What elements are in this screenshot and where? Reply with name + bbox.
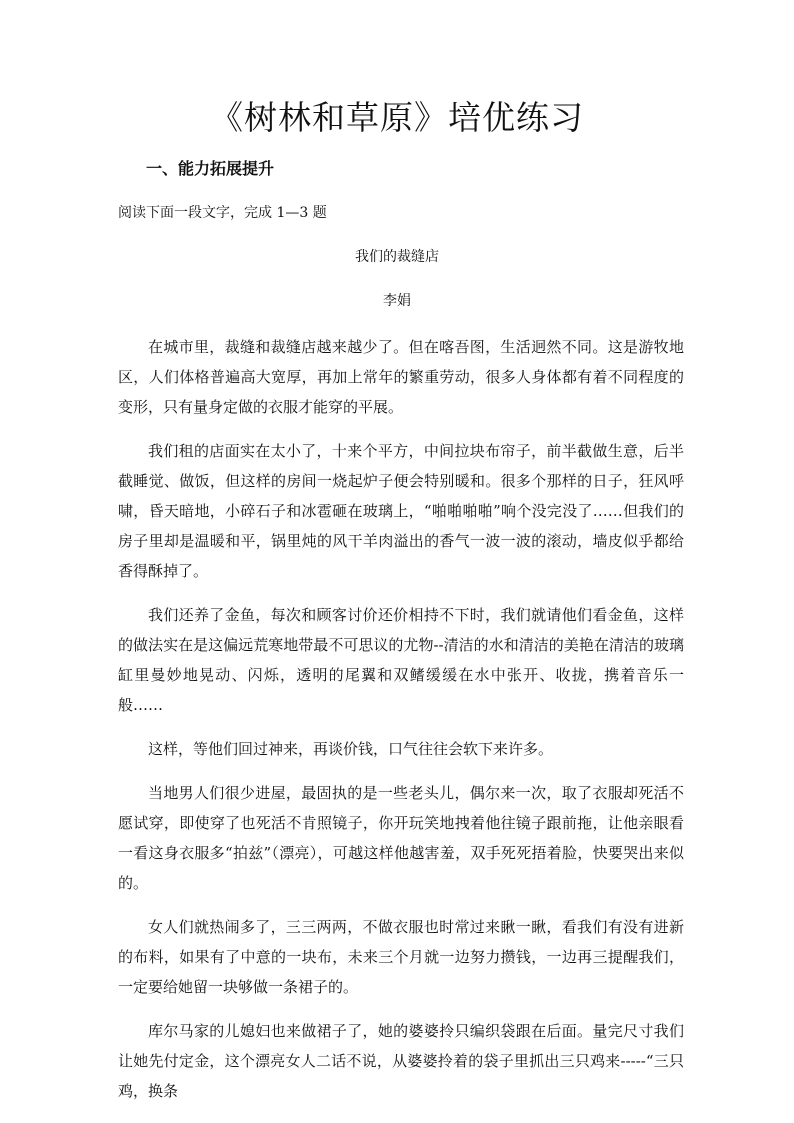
story-title: 我们的裁缝店 (355, 249, 439, 265)
story-paragraph: 我们租的店面实在太小了，十来个平方，中间拉块布帘子，前半截做生意，后半截睡觉、做饭，但这样的房间一烧起炉子便会特别暖和。很多个那样的日子，狂风呼啸，昏天暗地，小碎石子和冰雹砸在玻璃上，“啪啪啪啪”响个没完没了……但我们的房子里却是温暖和平，锅里炖的风干羊肉溢出的香气一波一波的滚动，墙皮似乎都给香得酥掉了。 (118, 442, 684, 580)
story-paragraph: 在城市里，裁缝和裁缝店越来越少了。但在喀吾图，生活迥然不同。这是游牧地区，人们体格普遍高大宽厚，再加上常年的繁重劳动，很多人身体都有着不同程度的变形，只有量身定做的衣服才能穿的平展。 (118, 338, 684, 416)
reading-instruction: 阅读下面一段文字，完成 1—3 题 (118, 205, 327, 221)
story-paragraph: 女人们就热闹多了，三三两两，不做衣服也时常过来瞅一瞅，看我们有没有进新的布料，如果有了中意的一块布，未来三个月就一边努力攒钱，一边再三提醒我们，一定要给她留一块够做一条裙子的。 (118, 918, 684, 996)
story-paragraph: 我们还养了金鱼，每次和顾客讨价还价相持不下时，我们就请他们看金鱼，这样的做法实在是这偏远荒寒地带最不可思议的尤物--清洁的水和清洁的美艳在清洁的玻璃缸里曼妙地晃动、闪烁，透明的尾翼和双鳍缓缓在水中张开、收拢，携着音乐一般…… (118, 606, 684, 714)
document-title: 《树林和草原》培优练习 (210, 98, 584, 137)
section-heading: 一、能力拓展提升 (146, 159, 275, 178)
story-author: 李娟 (383, 293, 411, 309)
story-paragraph: 库尔马家的儿媳妇也来做裙子了，她的婆婆拎只编织袋跟在后面。量完尺寸我们让她先付定金，这个漂亮女人二话不说，从婆婆拎着的袋子里抓出三只鸡来-----“三只鸡，换条 (118, 1022, 684, 1100)
story-paragraph: 这样，等他们回过神来，再谈价钱，口气往往会软下来许多。 (148, 740, 554, 758)
story-body (118, 332, 684, 1120)
story-paragraph: 当地男人们很少进屋，最固执的是一些老头儿，偶尔来一次，取了衣服却死活不愿试穿，即使穿了也死活不肯照镜子，你开玩笑地拽着他往镜子跟前拖，让他亲眼看一看这身衣服多“拍兹”（漂亮），可越这样他越害羞，双手死死捂着脸，快要哭出来似的。 (118, 784, 684, 892)
